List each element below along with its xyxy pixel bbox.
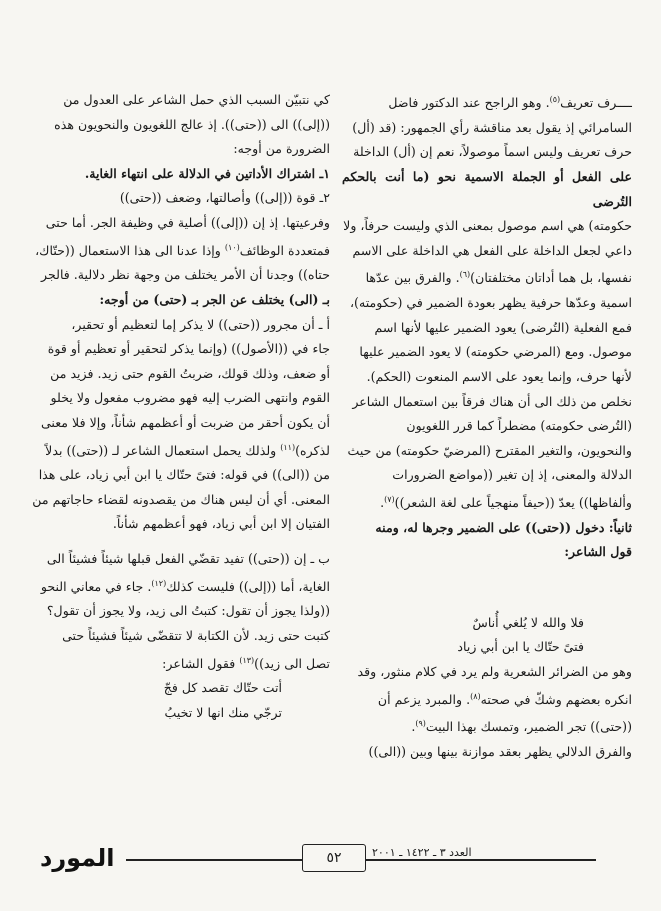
text-line: أو ضعف، وذلك قولك، ضربتُ القوم حتى زيد. فزيد من xyxy=(50,365,330,381)
footnote-ref: (١٣) xyxy=(239,655,255,665)
footnote-ref: (٦) xyxy=(459,270,471,280)
text-line: من ((الى)) في قوله: فتىً حتّاك يا ابن أبي زياد، على هذا xyxy=(38,467,330,483)
text-line: القوم وانتهى الضرب إليه فهو مضروب مفعول ولا يخلو xyxy=(50,390,330,406)
section-heading: ثانياً: دخول ((حتى)) على الضمير وجرها له، ومنه xyxy=(375,519,632,535)
footnote-ref: (٥) xyxy=(549,95,561,104)
text-line: ((إلى)) الى ((حتى)). إذ عالج اللغويون والنحويون هذه xyxy=(54,116,330,132)
text-line: وألفاظها)) يعدّ ((حيفاً منهجياً على لغة الشعر))$^{(٧)}$. xyxy=(380,494,632,511)
text-line: الدلالة والمعنى، إذ إن تغير ((مواضع الضرورات xyxy=(392,467,632,483)
text-line: على الفعل أو الجملة الاسمية نحو (ما أنت بالحكم التُرضى xyxy=(342,168,632,209)
page-footer xyxy=(0,838,661,878)
text-line: ((ولذا يجوز أن تقول: كتبتُ الى زيد، ولا يجوز أن تقول؟ xyxy=(46,603,330,619)
text-line: موصول. ومع (المرضي حكومته) لا يعود الضمير عليها xyxy=(359,344,632,360)
text-line: الغاية، أما ((إلى)) فليست كذلك$^{(١٢)}$. جاء في معاني النحو xyxy=(40,578,330,594)
text-line: جاء في ((الأصول)) (وإنما يذكر لتحقير أو تعظيم أو قوة xyxy=(47,341,330,357)
text-line: الضرورة من أوجه: xyxy=(233,141,330,157)
text-line: ب ـ إن ((حتى)) تفيد تقضّي الفعل قبلها شيئاً فشيئاً الى xyxy=(46,551,330,567)
text-line: وفرعيتها. إذ إن ((إلى)) أصلية في وظيفة الجر. أما حتى xyxy=(45,214,330,230)
text-line: اسمية وعدّها حرفية يظهر بعودة الضمير في (حكومته)، xyxy=(349,295,632,311)
verse-line: أتت حتّاك تقصد كل فجّ xyxy=(163,680,282,696)
right-column xyxy=(342,88,632,765)
text-line: لذكره)$^{(١١)}$ ولذلك يحمل استعمال الشاعر لـ ((حتى)) بدلاً xyxy=(45,442,330,458)
text-line: فمع الفعلية (التُرضى) يعود الضمير عليها لأنها اسم xyxy=(374,319,632,335)
footnote-ref: (١٠) xyxy=(224,242,240,252)
text-line: انكره بعضهم وشكّ في صحته$^{(٨)}$. والمبرد يزعم أن xyxy=(377,691,632,707)
text-line: أ ـ أن مجرور ((حتى)) لا يذكر إما لتعظيم أو تحقير، xyxy=(71,316,330,332)
text-line: حتاه)) وجدنا أن الأمر يختلف من وجهة نظر دلالية. فالجر xyxy=(41,267,330,283)
text-line: نخلص من ذلك الى أن هناك فرقاً بين استعمال الشاعر xyxy=(352,393,632,409)
journal-logo: المورد xyxy=(40,844,115,872)
text-line: كي نتبيّن السبب الذي حمل الشاعر على العدول من xyxy=(63,92,330,107)
text-line: والنحويون، والتغير المقترح (المرضيّ حكومته) من حيث xyxy=(347,442,632,458)
text-line: تصل الى زيد))$^{(١٣)}$ فقول الشاعر: xyxy=(162,655,330,671)
text-line: ١ـ اشتراك الأداتين في الدلالة على انتهاء الغاية. xyxy=(84,165,330,181)
verse-line: فلا والله لا يُلغي أُناسٌ xyxy=(472,614,584,630)
text-line: السامرائي إذ يقول بعد مناقشة رأي الجمهور: (قد (أل) xyxy=(352,119,632,135)
text-line: حكومته) هي اسم موصول بمعنى الذي وليست حرفاً، ولا xyxy=(343,218,632,234)
text-line: والفرق الدلالي يظهر بعقد موازنة بينها وبين ((الى)) xyxy=(368,744,632,760)
text-line: حرف تعريف وليس اسماً موصولاً، نعم إن (أل) الداخلة xyxy=(353,144,632,160)
footnote-ref: (١١) xyxy=(280,442,296,452)
left-column xyxy=(30,88,330,726)
text-line: بـ (الى) يختلف عن الجر بـ (حتى) من أوجه: xyxy=(99,291,330,307)
text-line: الفتيان إلا ابن أبي زياد، فهو أعظمهم شأناً. xyxy=(112,516,330,532)
text-line: لأنها حرف، وإنما يعود على الاسم المنعوت (الحكم). xyxy=(366,368,632,384)
footnote-ref: (٨) xyxy=(470,691,481,701)
text-line: داعي لجعل الداخلة على الفعل هي الداخلة على الاسم xyxy=(352,242,632,258)
footer-rule xyxy=(366,859,596,861)
footnote-ref: (٩) xyxy=(415,719,426,729)
text-line: أن يكون أحقر من ضربت أو أعظمهم شأناً، وإلا فلا معنى xyxy=(40,414,330,430)
text-line: ــــرف تعريف$^{(٥)}$. وهو الراجح عند الدكتور فاضل xyxy=(388,95,632,111)
verse-line: فتىً حتّاك يا ابن أبي زياد xyxy=(457,639,584,655)
text-line: نفسها، بل هما أداتان مختلفتان)$^{(٦)}$. والفرق بين عدّها xyxy=(365,270,632,286)
footer-rule xyxy=(126,859,302,861)
text-line: (التُرضى حكومته) مضطراً كما قرر اللغويون xyxy=(406,418,632,434)
section-heading: قول الشاعر: xyxy=(564,544,632,560)
issue-label: العدد ٣ ـ ١٤٢٢ ـ ٢٠٠١ xyxy=(372,846,472,859)
text-line: وهو من الضرائر الشعرية ولم يرد في كلام منثور، وقد xyxy=(357,664,632,680)
text-line: ٢ـ قوة ((إلى)) وأصالتها، وضعف ((حتى)) xyxy=(119,190,330,206)
text-line: المعنى. أي أن ليس هناك من يقصدونه لقضاء حاجاتهم من xyxy=(32,491,330,507)
text-line: كتبت حتى زيد. لأن الكتابة لا تتقضّى شيئاً فشيئاً حتى xyxy=(62,628,330,644)
text-line: فمتعددة الوظائف$^{(١٠)}$ وإذا عدنا الى هذا الاستعمال ((حتّاك، xyxy=(35,242,330,258)
text-line: ((حتى)) تجر الضمير، وتمسك بهذا البيت$^{(٩)}$. xyxy=(411,719,632,735)
footnote-ref: (٧) xyxy=(384,494,395,504)
verse-line: ترجّي منك انها لا تخيبُ xyxy=(164,705,282,720)
page-number: ٥٢ xyxy=(302,844,366,872)
footnote-ref: (١٢) xyxy=(151,578,167,588)
